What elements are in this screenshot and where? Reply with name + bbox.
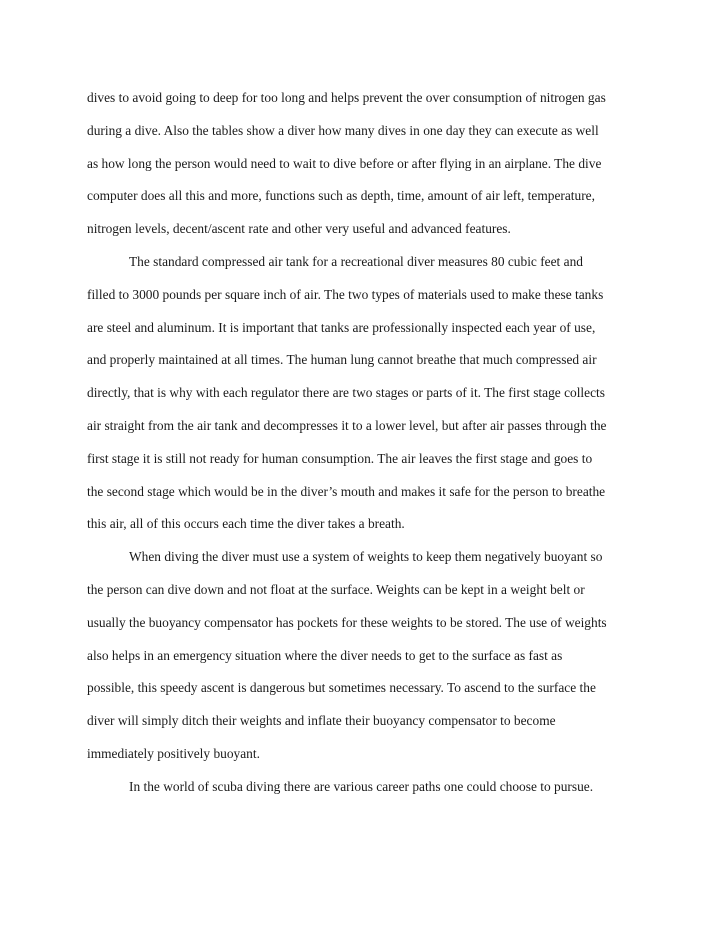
text-line: the person can dive down and not float at the surface. Weights can be kept in a weight belt or [87, 581, 585, 597]
text-line: possible, this speedy ascent is dangerous but sometimes necessary. To ascend to the surface the [87, 680, 596, 696]
text-line: first stage it is still not ready for human consumption. The air leaves the first stage and goes to [87, 450, 593, 466]
document-body [87, 88, 647, 810]
text-line: during a dive. Also the tables show a diver how many dives in one day they can execute as well [87, 122, 599, 138]
text-line: diver will simply ditch their weights and inflate their buoyancy compensator to become [87, 713, 556, 729]
text-line: this air, all of this occurs each time the diver takes a breath. [87, 516, 405, 532]
text-line: are steel and aluminum. It is important that tanks are professionally inspected each year of use, [87, 319, 596, 335]
text-line: the second stage which would be in the diver’s mouth and makes it safe for the person to breathe [87, 483, 606, 499]
text-line: usually the buoyancy compensator has pockets for these weights to be stored. The use of weights [87, 614, 607, 630]
text-line: directly, that is why with each regulator there are two stages or parts of it. The first stage collects [87, 385, 605, 401]
paragraph [87, 252, 647, 547]
text-line: immediately positively buoyant. [87, 745, 260, 761]
text-line: also helps in an emergency situation where the diver needs to get to the surface as fast as [87, 647, 563, 663]
text-line: dives to avoid going to deep for too long and helps prevent the over consumption of nitrogen gas [87, 90, 606, 105]
paragraph [87, 547, 647, 777]
text-line: The standard compressed air tank for a recreational diver measures 80 cubic feet and [129, 253, 583, 269]
text-line: filled to 3000 pounds per square inch of air. The two types of materials used to make these tanks [87, 286, 604, 302]
paragraph [87, 777, 647, 810]
text-line: and properly maintained at all times. The human lung cannot breathe that much compressed air [87, 352, 597, 368]
text-line: air straight from the air tank and decompresses it to a lower level, but after air passes through the [87, 417, 607, 433]
text-line: computer does all this and more, functions such as depth, time, amount of air left, temperature, [87, 188, 595, 204]
text-line: In the world of scuba diving there are various career paths one could choose to pursue. [129, 778, 594, 794]
paragraph [87, 88, 647, 252]
text-line: When diving the diver must use a system of weights to keep them negatively buoyant so [129, 549, 603, 565]
text-line: as how long the person would need to wait to dive before or after flying in an airplane. The dive [87, 155, 602, 171]
text-line: nitrogen levels, decent/ascent rate and other very useful and advanced features. [87, 221, 511, 237]
